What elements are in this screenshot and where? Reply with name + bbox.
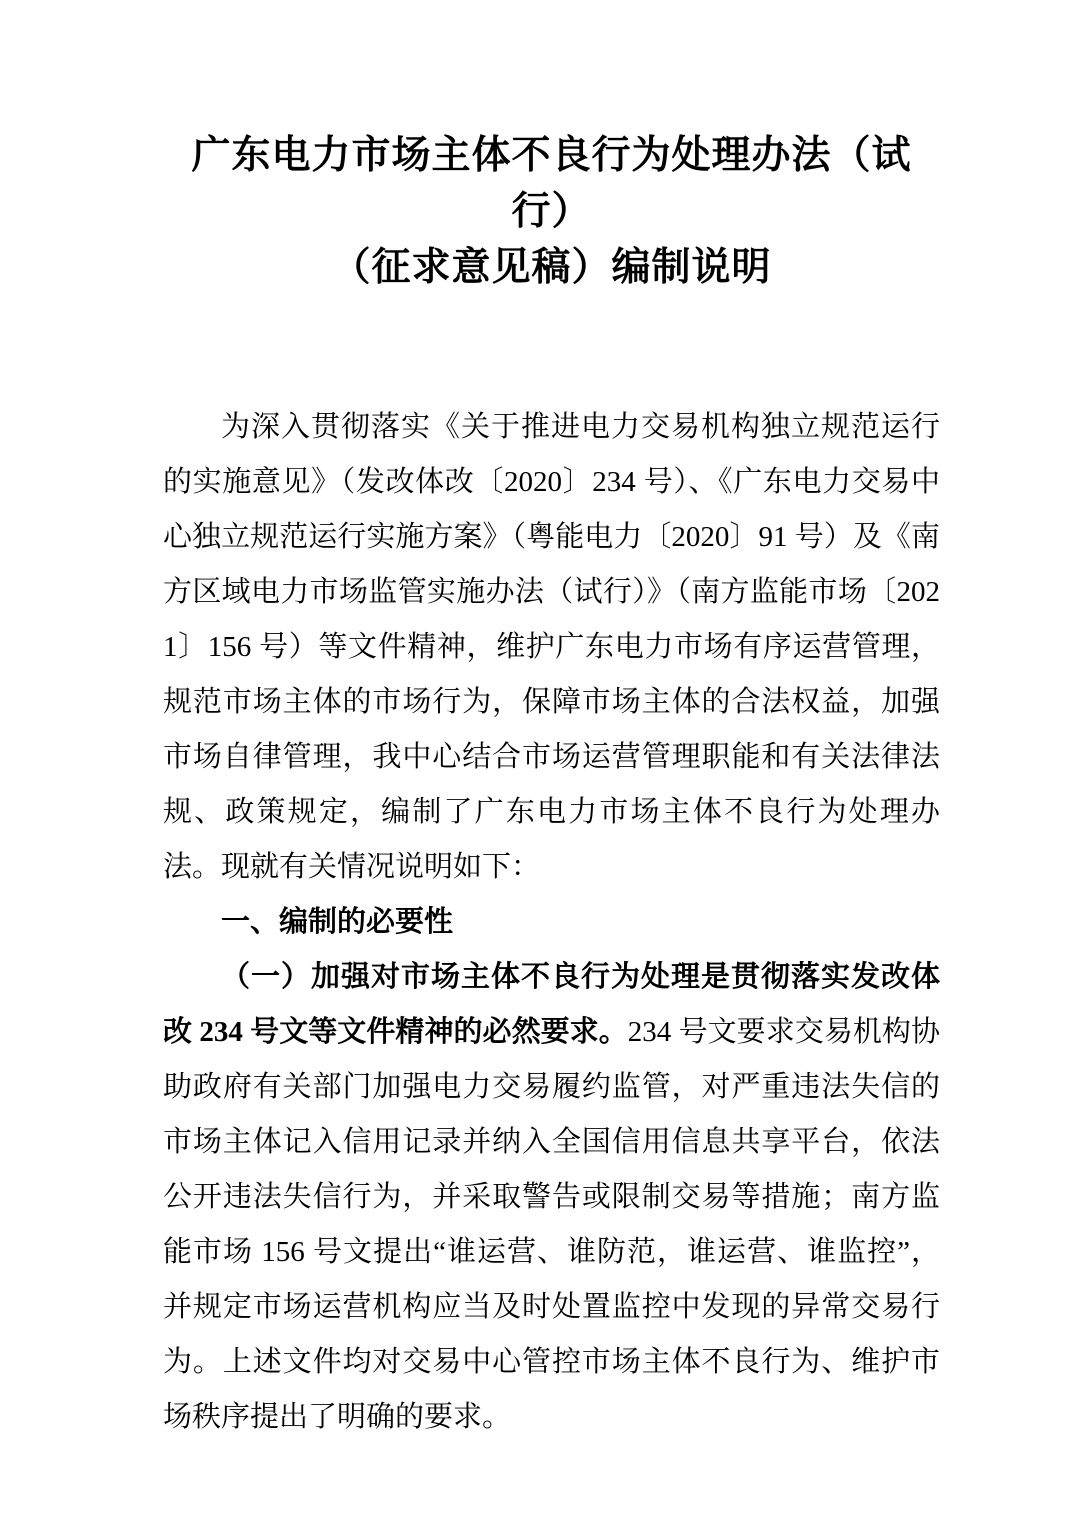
intro-paragraph: 为深入贯彻落实《关于推进电力交易机构独立规范运行的实施意见》（发改体改〔2020〕234 号）、《广东电力交易中心独立规范运行实施方案》（粤能电力〔2020〕91 号）及《南方区域电力市场监管实施办法（试行）》（南方监能市场〔2021〕156 号）等文件精神，维护广东电力市场有序运营管理，规范市场主体的市场行为，保障市场主体的合法权益，加强市场自律管理，我中心结合市场运营管理职能和有关法律法规、政策规定，编制了广东电力市场主体不良行为处理办法。现就有关情况说明如下：: [163, 411, 940, 883]
section-heading-necessity: 一、编制的必要性: [221, 906, 454, 938]
document-title-line-2: （征求意见稿）编制说明: [331, 246, 772, 289]
document-body: [163, 400, 940, 1445]
item-1-lead: （一）加强对市场主体不良行为处理是贯彻落实发改体改 234 号文等文件精神的必然要求。: [163, 961, 940, 1048]
item-1-paragraph: [163, 950, 940, 1445]
document-title: [163, 128, 940, 296]
item-1-body: 234 号文要求交易机构协助政府有关部门加强电力交易履约监管，对严重违法失信的市场主体记入信用记录并纳入全国信用信息共享平台，依法公开违法失信行为，并采取警告或限制交易等措施；南方监能市场 156 号文提出“谁运营、谁防范，谁运营、谁监控”，并规定市场运营机构应当及时处置监控中发现的异常交易行为。上述文件均对交易中心管控市场主体不良行为、维护市场秩序提出了明确的要求。: [163, 1016, 940, 1433]
document-title-line-1: 广东电力市场主体不良行为处理办法（试行）: [191, 134, 912, 233]
